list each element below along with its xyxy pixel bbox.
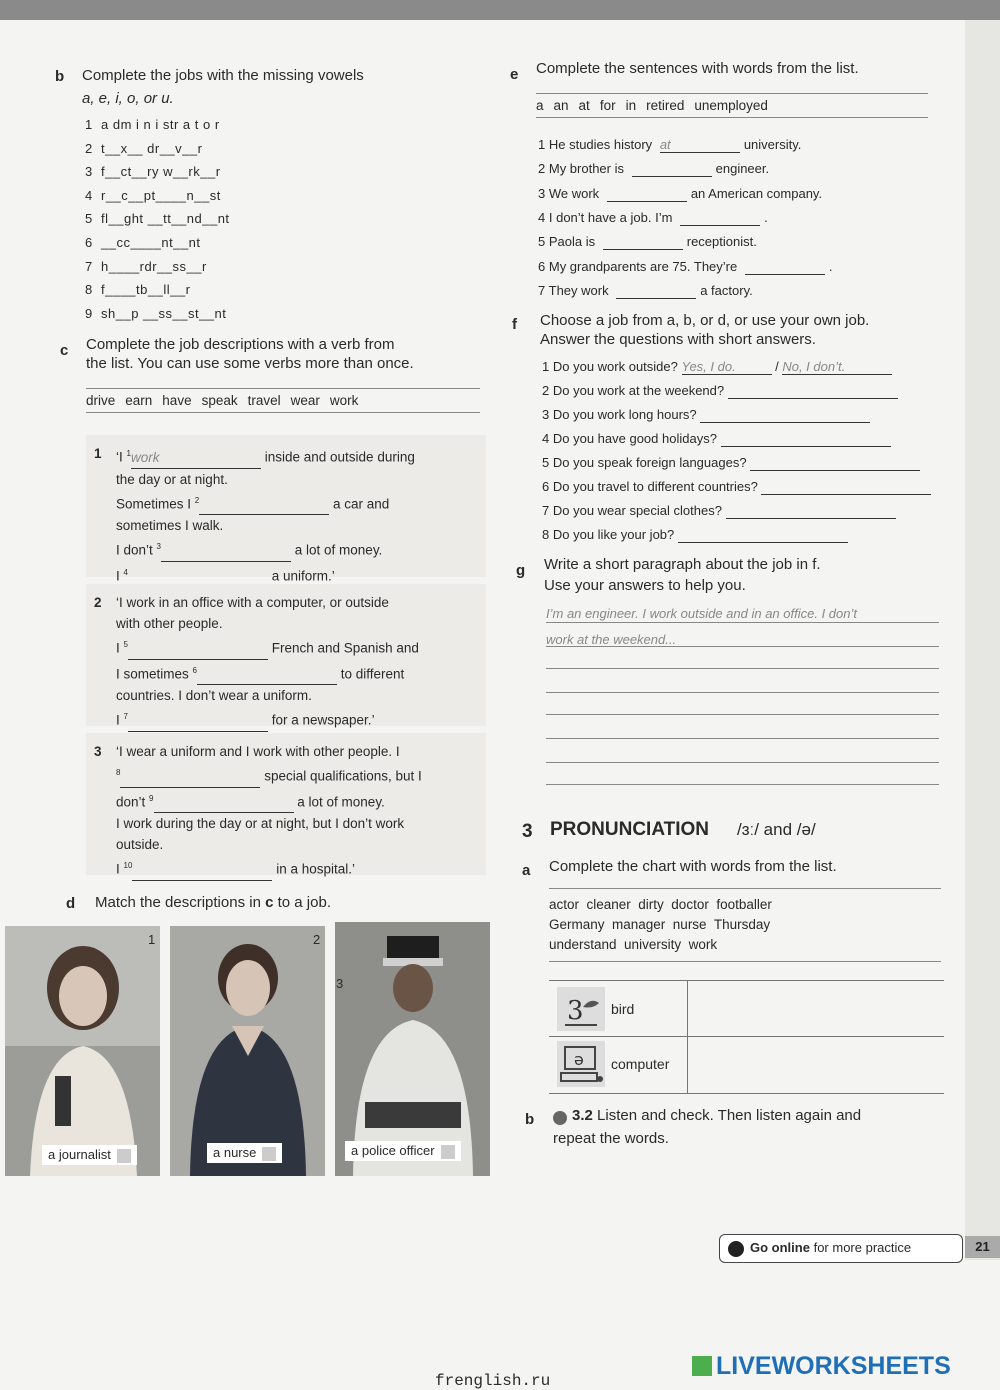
b-item-word[interactable]: f____tb__ll__r — [101, 282, 191, 298]
svg-text:3: 3 — [567, 996, 584, 1026]
section-g-letter: g — [516, 562, 526, 579]
f-answer-blank[interactable] — [726, 503, 896, 519]
e-answer-blank[interactable]: at — [660, 137, 740, 153]
b-item-word[interactable]: t__x__ dr__v__r — [101, 140, 203, 156]
e-sentence: 4 I don’t have a job. I’m . — [538, 209, 768, 225]
section-d-title: Match the descriptions in c to a job. — [95, 894, 331, 911]
b-item-number: 3 — [85, 164, 93, 180]
g-writing-line[interactable] — [546, 646, 939, 647]
go-online-button[interactable]: Go online for more practice — [719, 1234, 963, 1263]
g-example-line2: work at the weekend... — [546, 632, 677, 647]
pron-chart — [549, 980, 944, 1094]
e-answer-blank[interactable] — [680, 210, 760, 226]
g-writing-line[interactable] — [546, 738, 939, 739]
f-answer-blank[interactable] — [678, 527, 848, 543]
e-answer-blank[interactable] — [632, 161, 712, 177]
liveworksheets-brand: LIVEWORKSHEETS — [716, 1352, 951, 1380]
f-answer-blank[interactable] — [750, 455, 920, 471]
match-box-nurse[interactable] — [262, 1147, 276, 1161]
answer-7-blank[interactable] — [128, 710, 268, 732]
answer-6-blank[interactable] — [197, 663, 337, 685]
g-example-line1: I’m an engineer. I work outside and in an office. I don’t — [546, 606, 857, 621]
match-box-police-officer[interactable] — [441, 1145, 455, 1159]
b-item-number: 8 — [85, 282, 93, 298]
e-sentence: 5 Paola is receptionist. — [538, 234, 757, 250]
e-answer-blank[interactable] — [607, 186, 687, 202]
section-f-letter: f — [512, 316, 517, 333]
answer-1-example: work — [131, 447, 261, 469]
section-d-letter: d — [66, 895, 76, 912]
f-question: 5 Do you speak foreign languages? — [542, 455, 937, 471]
pron-b-line2: repeat the words. — [553, 1130, 669, 1147]
section-c-title-line1: Complete the job descriptions with a verb from — [86, 336, 395, 353]
g-writing-line[interactable] — [546, 784, 939, 785]
site-footer: frenglish.ru — [435, 1372, 551, 1390]
b-item-number: 5 — [85, 211, 93, 227]
section-f-title-line1: Choose a job from a, b, or d, or use your own job. — [540, 312, 870, 329]
g-writing-line[interactable] — [546, 692, 939, 693]
photo-1-number: 1 — [148, 932, 156, 947]
answer-8-blank[interactable] — [120, 766, 260, 788]
caption-police-officer: a police officer — [345, 1141, 461, 1161]
chart-word-bird: bird — [611, 1001, 635, 1017]
photo-nurse — [170, 926, 325, 1176]
description-3-box: 3 ‘I wear a uniform and I work with other people. I $^8$ special qualifications, but I don’t $^9$ a lot of money. I work during the day or at night, but I don’t work outside. I $^{10}$ in a hospital.’ — [86, 733, 486, 875]
section-g-title-line2: Use your answers to help you. — [544, 577, 746, 594]
f-example-no: No, I don’t. — [782, 359, 892, 375]
chart-word-computer: computer — [611, 1056, 670, 1072]
description-2-box: 2 ‘I work in an office with a computer, or outside with other people. I $^5$ French and Spanish and I sometimes $^6$ to different countries. I don’t wear a uniform. I $^7$ for a newspaper.’ — [86, 584, 486, 726]
computer-icon — [557, 1041, 605, 1087]
e-sentence: 7 They work a factory. — [538, 282, 753, 298]
f-question: 8 Do you like your job? — [542, 527, 937, 543]
g-writing-line[interactable] — [546, 622, 939, 623]
e-answer-blank[interactable] — [616, 283, 696, 299]
description-1-box: 1 ‘I $^1$work inside and outside during the day or at night. Sometimes I $^2$ a car and sometimes I walk. I don’t $^3$ a lot of money. I $^4$ a uniform.’ — [86, 435, 486, 577]
g-writing-line[interactable] — [546, 762, 939, 763]
scan-top-bar — [0, 0, 1000, 20]
section-e-letter: e — [510, 66, 519, 83]
section-b-letter: b — [55, 68, 65, 85]
f-question: 2 Do you work at the weekend? — [542, 383, 937, 399]
e-answer-blank[interactable] — [745, 259, 825, 275]
pron-b-letter: b — [525, 1111, 535, 1128]
f-question: 7 Do you wear special clothes? — [542, 503, 937, 519]
f-answer-blank[interactable] — [721, 431, 891, 447]
answer-3-blank[interactable] — [161, 540, 291, 562]
b-item-word: a dm i n i str a t o r — [101, 117, 220, 132]
pron-a-title: Complete the chart with words from the list. — [549, 858, 837, 875]
b-item-word[interactable]: r__c__pt____n__st — [101, 187, 221, 203]
answer-9-blank[interactable] — [154, 791, 294, 813]
section-c-title-line2: the list. You can use some verbs more than once. — [86, 355, 414, 372]
f-answer-blank[interactable] — [761, 479, 931, 495]
answer-10-blank[interactable] — [132, 859, 272, 881]
svg-text:ə: ə — [574, 1050, 584, 1069]
b-item-word[interactable]: f__ct__ry w__rk__r — [101, 164, 221, 180]
bird-icon — [557, 987, 605, 1031]
photo-police-officer — [335, 922, 490, 1176]
answer-2-blank[interactable] — [199, 493, 329, 515]
g-writing-line[interactable] — [546, 714, 939, 715]
b-item-number: 2 — [85, 140, 93, 156]
f-question: 4 Do you have good holidays? — [542, 431, 937, 447]
section-c-letter: c — [60, 342, 69, 359]
liveworksheets-logo-icon — [692, 1356, 712, 1376]
f-question: 6 Do you travel to different countries? — [542, 479, 937, 495]
f-answer-blank[interactable] — [728, 383, 898, 399]
b-item-number: 6 — [85, 235, 93, 250]
pronunciation-title: PRONUNCIATION — [550, 819, 710, 840]
pronunciation-sounds: /ɜː/ and /ə/ — [737, 820, 816, 839]
g-writing-line[interactable] — [546, 668, 939, 669]
section-b-title: Complete the jobs with the missing vowels — [82, 67, 364, 84]
b-item-number: 1 — [85, 117, 93, 132]
b-item-word[interactable]: fl__ght __tt__nd__nt — [101, 211, 230, 227]
answer-5-blank[interactable] — [128, 638, 268, 660]
f-question: 3 Do you work long hours? — [542, 407, 937, 423]
section-g-title-line1: Write a short paragraph about the job in f. — [544, 556, 821, 573]
section-e-title: Complete the sentences with words from the list. — [536, 60, 859, 77]
b-item-word[interactable]: __cc____nt__nt — [101, 235, 201, 250]
pron-b-line1: 3.2 Listen and check. Then listen again and — [572, 1107, 862, 1124]
b-item-number: 4 — [85, 187, 93, 203]
b-item-number: 9 — [85, 305, 93, 321]
f-question: 1 Do you work outside? Yes, I do. / No, I don’t. — [542, 359, 937, 375]
match-box-journalist[interactable] — [117, 1149, 131, 1163]
photo-2-number: 2 — [313, 932, 321, 947]
pron-word-list: actor cleaner dirty doctor footballer Germany manager nurse Thursday understand university work — [549, 888, 941, 962]
b-item-word[interactable]: h____rdr__ss__r — [101, 258, 207, 274]
section-e-word-list: a an at for in retired unemployed — [536, 93, 928, 118]
section-f-title-line2: Answer the questions with short answers. — [540, 331, 816, 348]
section-b-vowels: a, e, i, o, or u. — [82, 90, 174, 107]
b-item-word[interactable]: sh__p __ss__st__nt — [101, 305, 227, 321]
b-item-number: 7 — [85, 258, 93, 274]
e-sentence: 1 He studies history at university. — [538, 137, 802, 152]
chart-answer-computer[interactable] — [689, 1037, 943, 1092]
page-number: 21 — [965, 1236, 1000, 1258]
e-sentence: 6 My grandparents are 75. They’re . — [538, 258, 833, 274]
e-answer-blank[interactable] — [603, 234, 683, 250]
scan-right-strip — [965, 20, 1000, 1260]
e-sentence: 3 We work an American company. — [538, 185, 823, 201]
pronunciation-number: 3 — [522, 821, 533, 842]
photo-3-number: 3 — [336, 976, 344, 991]
pron-a-letter: a — [522, 862, 531, 879]
section-c-word-list: drive earn have speak travel wear work — [86, 388, 480, 413]
e-sentence: 2 My brother is engineer. — [538, 161, 770, 177]
chart-answer-bird[interactable] — [689, 981, 943, 1035]
caption-nurse: a nurse — [207, 1143, 282, 1163]
audio-icon[interactable] — [553, 1111, 567, 1125]
f-example-yes: Yes, I do. — [682, 359, 772, 375]
f-answer-blank[interactable] — [700, 407, 870, 423]
arrow-icon — [728, 1241, 744, 1257]
caption-journalist: a journalist — [42, 1145, 137, 1165]
photo-journalist — [5, 926, 160, 1176]
